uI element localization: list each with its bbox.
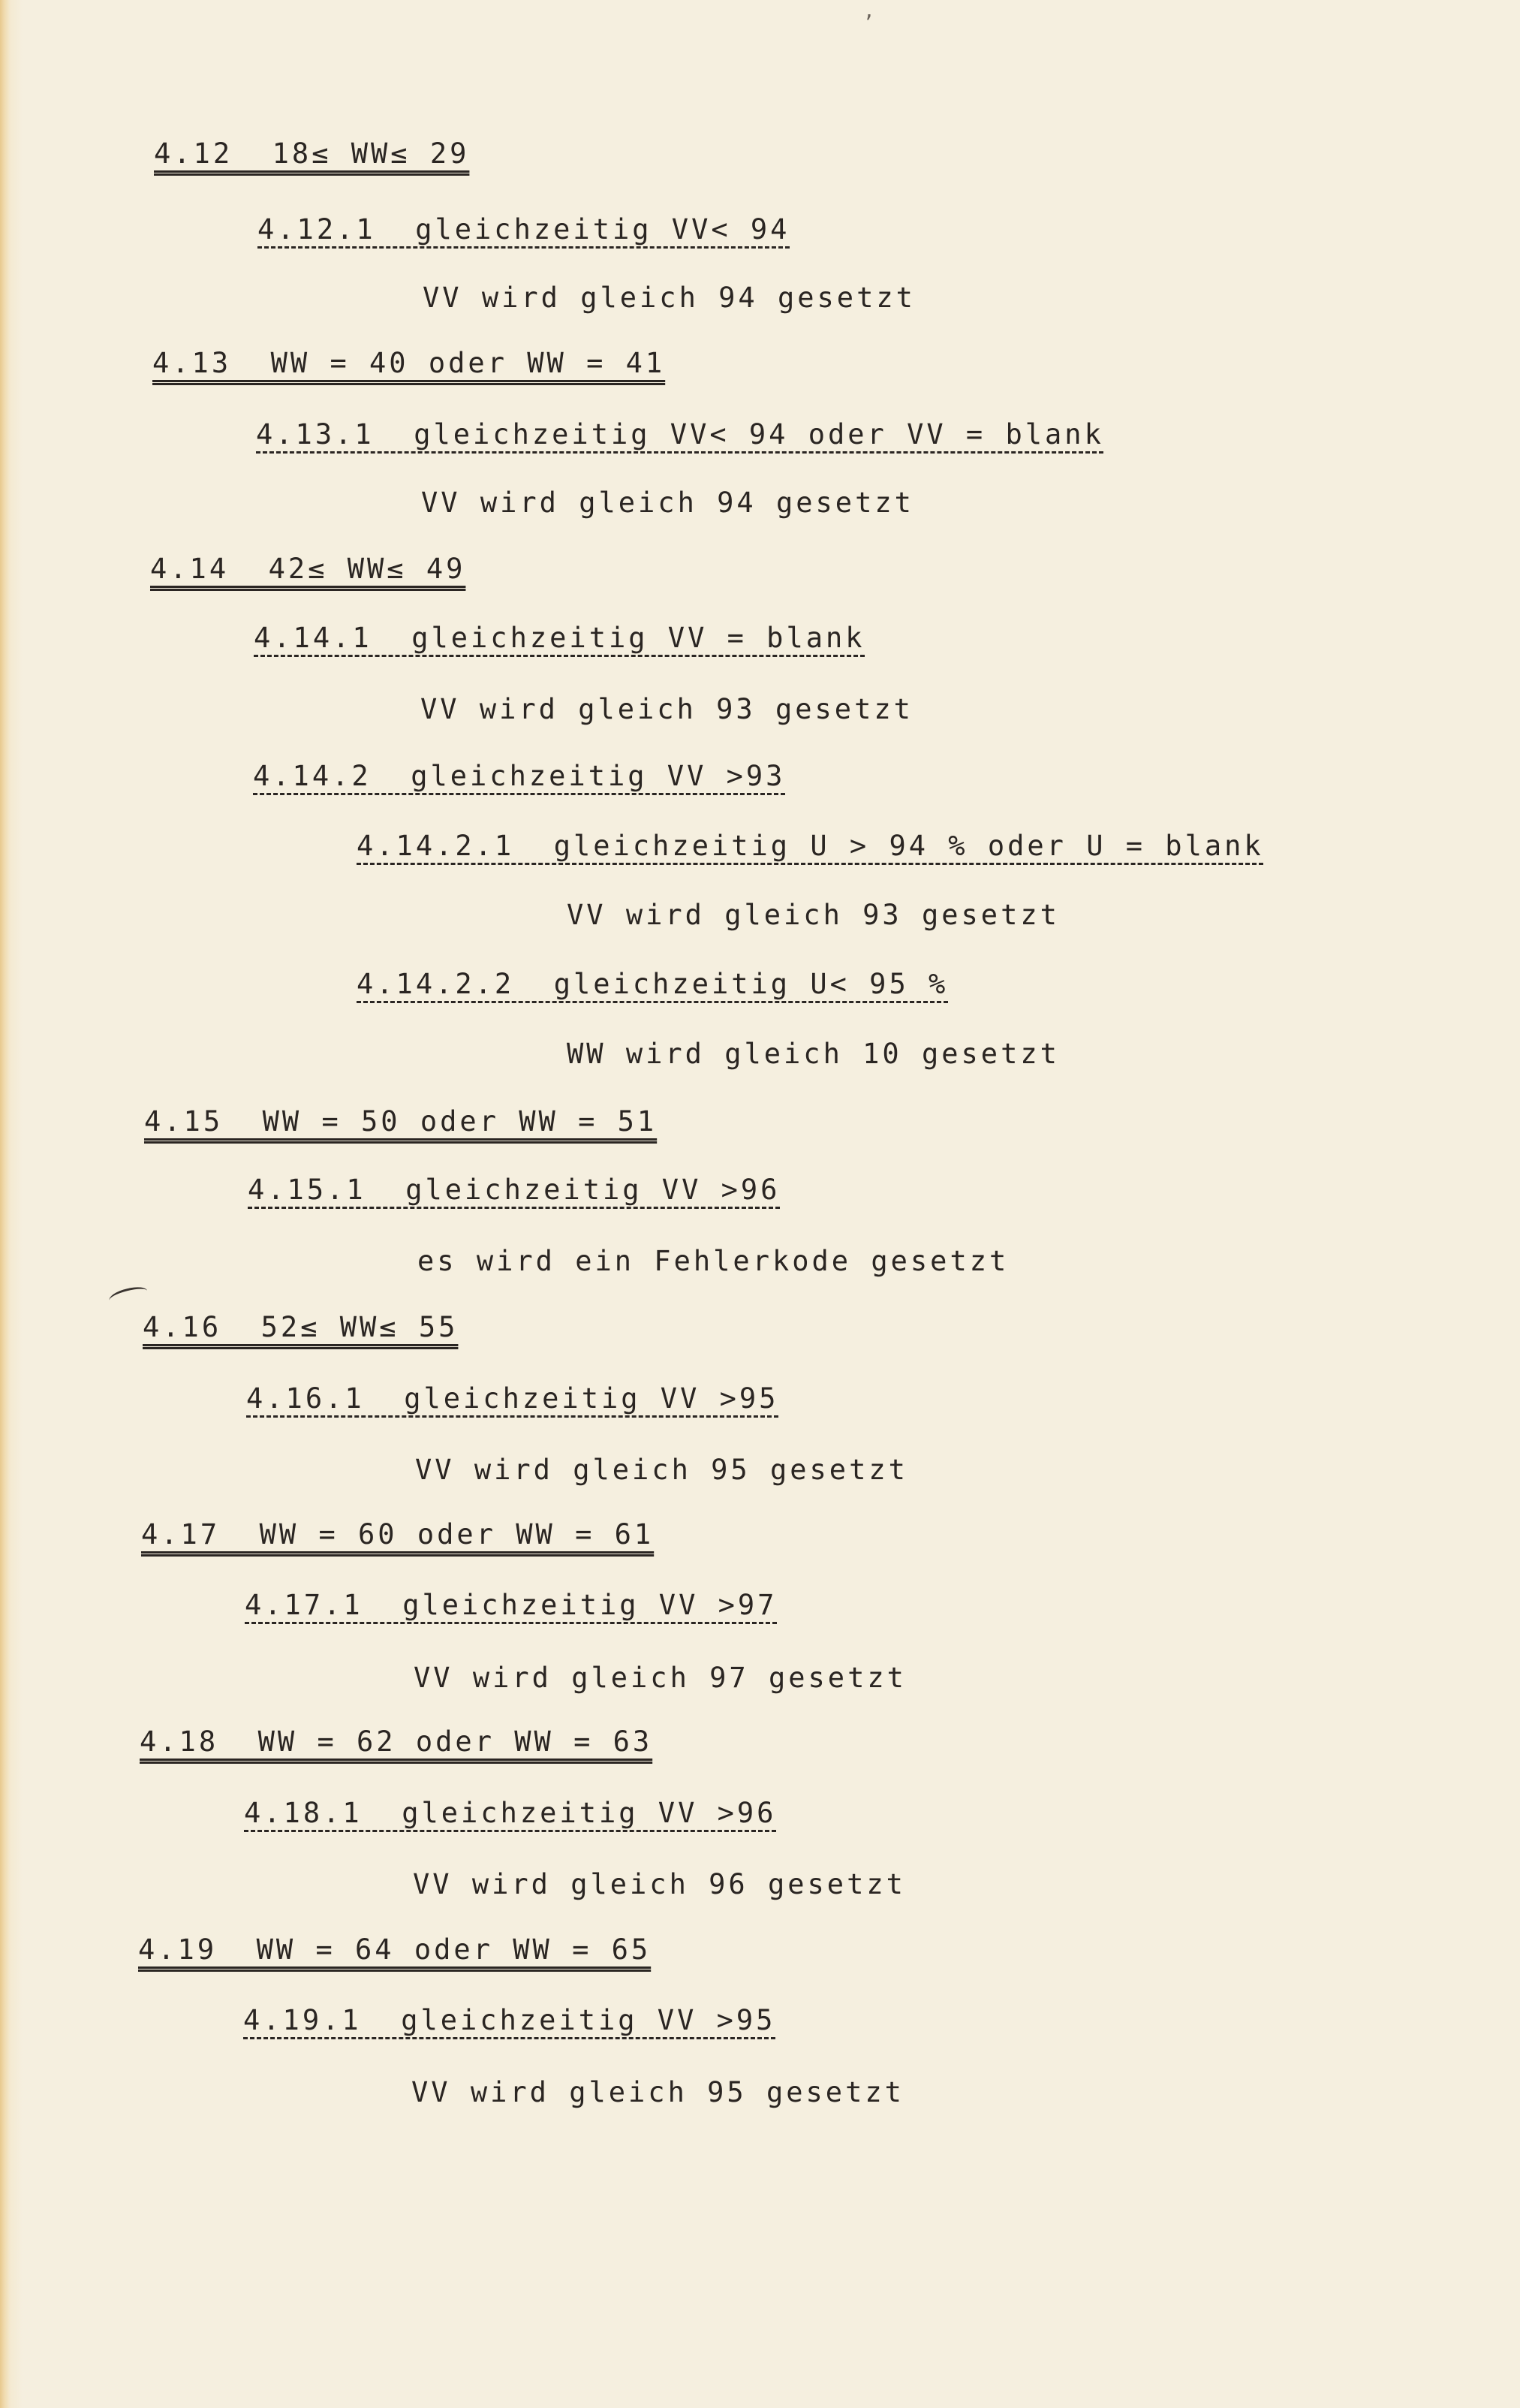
section-heading-4-15: 4.15 WW = 50 oder WW = 51 [144,1105,658,1138]
subsection-4-14-2: 4.14.2 gleichzeitig VV >93 [253,760,786,792]
subsection-4-14-2-2: 4.14.2.2 gleichzeitig U< 95 % [357,968,949,1000]
statement-line: VV wird gleich 97 gesetzt [414,1662,907,1694]
subsection-4-16-1: 4.16.1 gleichzeitig VV >95 [246,1382,779,1415]
section-heading-4-14: 4.14 42≤ WW≤ 49 [150,553,466,585]
subsection-4-14-1: 4.14.1 gleichzeitig VV = blank [254,622,865,654]
statement-line: VV wird gleich 95 gesetzt [411,2076,904,2108]
statement-line: WW wird gleich 10 gesetzt [567,1038,1060,1070]
top-edge-mark: , [863,0,875,23]
subsection-4-17-1: 4.17.1 gleichzeitig VV >97 [245,1589,778,1621]
subsection-4-18-1: 4.18.1 gleichzeitig VV >96 [244,1797,777,1829]
statement-line: es wird ein Fehlerkode gesetzt [417,1245,1010,1277]
statement-line: VV wird gleich 95 gesetzt [415,1454,908,1486]
statement-line: VV wird gleich 93 gesetzt [420,693,914,725]
pen-mark [107,1284,149,1307]
section-heading-4-18: 4.18 WW = 62 oder WW = 63 [140,1725,653,1758]
statement-line: VV wird gleich 94 gesetzt [421,487,914,519]
section-heading-4-16: 4.16 52≤ WW≤ 55 [143,1311,459,1343]
section-heading-4-12: 4.12 18≤ WW≤ 29 [154,137,470,170]
subsection-4-14-2-1: 4.14.2.1 gleichzeitig U > 94 % oder U = blank [357,830,1264,862]
subsection-4-12-1: 4.12.1 gleichzeitig VV< 94 [257,213,790,246]
statement-line: VV wird gleich 96 gesetzt [413,1868,906,1900]
subsection-4-15-1: 4.15.1 gleichzeitig VV >96 [248,1174,781,1206]
section-heading-4-19: 4.19 WW = 64 oder WW = 65 [138,1933,652,1966]
statement-line: VV wird gleich 93 gesetzt [567,899,1060,931]
section-heading-4-13: 4.13 WW = 40 oder WW = 41 [152,347,666,379]
statement-line: VV wird gleich 94 gesetzt [423,282,916,314]
subsection-4-13-1: 4.13.1 gleichzeitig VV< 94 oder VV = blank [256,418,1104,451]
subsection-4-19-1: 4.19.1 gleichzeitig VV >95 [243,2004,776,2036]
section-heading-4-17: 4.17 WW = 60 oder WW = 61 [141,1518,655,1551]
